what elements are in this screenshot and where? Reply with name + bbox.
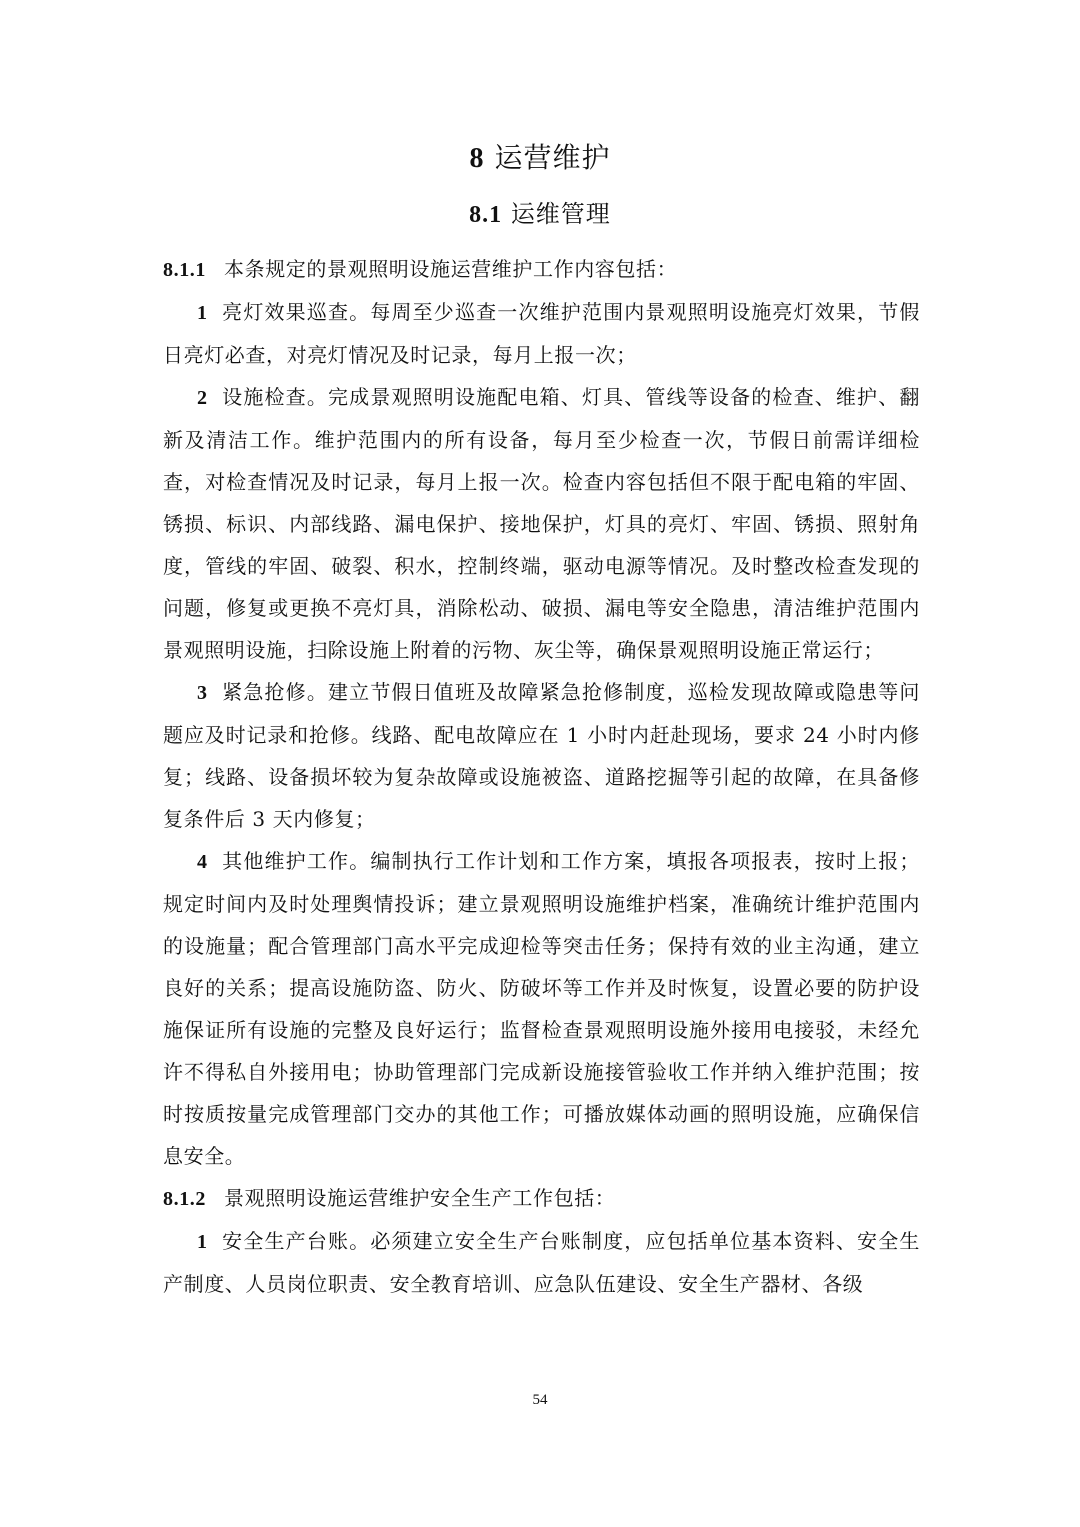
page-number: 54 [532, 1392, 548, 1408]
list-item [163, 376, 920, 671]
clause-8-1-1 [163, 248, 920, 291]
item-text: 紧急抢修。建立节假日值班及故障紧急抢修制度，巡检发现故障或隐患等问题应及时记录和抢修。线路、配电故障应在 1 小时内赶赴现场，要求 24 小时内修复；线路、设备损坏较为复杂故障或设施被盗、道路挖掘等引起的故障，在具备修复条件后 3 天内修复； [163, 680, 920, 831]
item-number: 3 [197, 682, 208, 704]
chapter-heading [0, 138, 1080, 179]
clause-number: 8.1.2 [163, 1188, 206, 1210]
list-item [163, 291, 920, 376]
list-item [163, 671, 920, 840]
item-number: 1 [197, 1231, 208, 1253]
clause-text: 景观照明设施运营维护安全生产工作包括： [224, 1186, 616, 1210]
item-number: 2 [197, 387, 208, 409]
item-text: 亮灯效果巡查。每周至少巡查一次维护范围内景观照明设施亮灯效果，节假日亮灯必查，对亮灯情况及时记录，每月上报一次； [163, 300, 920, 367]
clause-text: 本条规定的景观照明设施运营维护工作内容包括： [224, 257, 678, 281]
section-number: 8.1 [469, 202, 503, 228]
list-item [163, 1220, 920, 1305]
item-text: 安全生产台账。必须建立安全生产台账制度，应包括单位基本资料、安全生产制度、人员岗位职责、安全教育培训、应急队伍建设、安全生产器材、各级 [163, 1229, 920, 1296]
item-text: 其他维护工作。编制执行工作计划和工作方案，填报各项报表，按时上报；规定时间内及时处理舆情投诉；建立景观照明设施维护档案，准确统计维护范围内的设施量；配合管理部门高水平完成迎检等突击任务；保持有效的业主沟通，建立良好的关系；提高设施防盗、防火、防破坏等工作并及时恢复，设置必要的防护设施保证所有设施的完整及良好运行；监督检查景观照明设施外接用电接驳，未经允许不得私自外接用电；协助管理部门完成新设施接管验收工作并纳入维护范围；按时按质按量完成管理部门交办的其他工作；可播放媒体动画的照明设施，应确保信息安全。 [163, 849, 920, 1168]
item-number: 1 [197, 302, 208, 324]
clause-8-1-2 [163, 1177, 920, 1220]
chapter-number: 8 [469, 143, 485, 174]
item-text: 设施检查。完成景观照明设施配电箱、灯具、管线等设备的检查、维护、翻新及清洁工作。维护范围内的所有设备，每月至少检查一次，节假日前需详细检查，对检查情况及时记录，每月上报一次。检查内容包括但不限于配电箱的牢固、锈损、标识、内部线路、漏电保护、接地保护，灯具的亮灯、牢固、锈损、照射角度，管线的牢固、破裂、积水，控制终端，驱动电源等情况。及时整改检查发现的问题，修复或更换不亮灯具，消除松动、破损、漏电等安全隐患，清洁维护范围内景观照明设施，扫除设施上附着的污物、灰尘等，确保景观照明设施正常运行； [163, 385, 920, 662]
chapter-title: 运营维护 [494, 141, 611, 174]
section-heading [0, 196, 1080, 233]
document-body [163, 248, 920, 1305]
list-item [163, 840, 920, 1177]
item-number: 4 [197, 851, 208, 873]
section-title: 运维管理 [510, 200, 611, 228]
clause-number: 8.1.1 [163, 259, 206, 281]
